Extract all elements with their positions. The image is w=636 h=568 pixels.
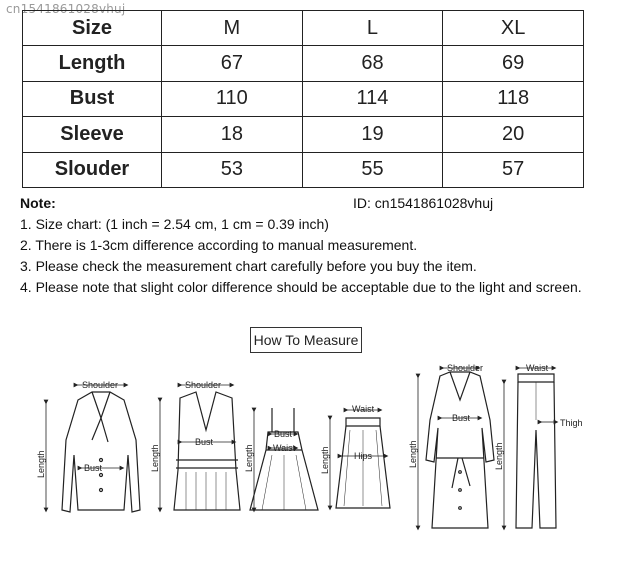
table-cell: 53 [162,152,303,187]
row-label-bust: Bust [23,81,162,116]
header-cell-m: M [162,11,303,46]
vneck-top-figure [160,385,240,510]
table-row [23,117,584,152]
header-cell-size: Size [23,11,162,46]
row-label-sleeve: Sleeve [23,117,162,152]
table-row [23,152,584,187]
header-cell-xl: XL [443,11,584,46]
table-cell: 114 [302,81,443,116]
table-cell: 18 [162,117,303,152]
label-bust: Bust [195,437,214,447]
label-bust: Bust [84,463,103,473]
label-length: Length [408,440,418,468]
table-cell: 57 [443,152,584,187]
table-cell: 69 [443,46,584,81]
how-to-measure-title: How To Measure [250,327,362,353]
note-item: 1. Size chart: (1 inch = 2.54 cm, 1 cm = 0.39 inch) [20,216,329,232]
label-shoulder: Shoulder [447,363,484,373]
label-waist: Waist [273,443,296,453]
table-cell: 68 [302,46,443,81]
label-waist: Waist [352,404,375,414]
label-length: Length [320,446,330,474]
watermark-text: cn1541861028vhuj [6,2,126,16]
table-cell: 19 [302,117,443,152]
label-shoulder: Shoulder [185,380,222,390]
label-length: Length [244,444,254,472]
trousers-figure [504,368,556,528]
label-shoulder: Shoulder [82,380,119,390]
table-cell: 118 [443,81,584,116]
size-chart-table [22,10,584,188]
table-cell: 55 [302,152,443,187]
note-item: 3. Please check the measurement chart carefully before you buy the item. [20,258,477,274]
row-label-length: Length [23,46,162,81]
table-header-row [23,11,584,46]
blouse-figure [46,385,140,512]
label-length: Length [494,442,504,470]
table-row [23,81,584,116]
note-item: 4. Please note that slight color difference should be acceptable due to the light and screen. [20,279,582,295]
table-cell: 110 [162,81,303,116]
note-title: Note: [20,195,56,211]
notes-list [20,214,582,298]
measurement-illustrations [0,360,636,560]
label-length: Length [150,444,160,472]
label-bust: Bust [274,429,293,439]
product-id: ID: cn1541861028vhuj [353,195,494,211]
header-cell-l: L [302,11,443,46]
label-bust: Bust [452,413,471,423]
label-thigh: Thigh [560,418,583,428]
table-row [23,46,584,81]
table-cell: 67 [162,46,303,81]
table-cell: 20 [443,117,584,152]
row-label-shoulder: Slouder [23,152,162,187]
note-item: 2. There is 1-3cm difference according to manual measurement. [20,237,418,253]
slip-dress-figure [250,408,318,510]
label-length: Length [36,450,46,478]
trench-coat-figure [418,368,494,528]
label-waist: Waist [526,363,549,373]
label-hips: Hips [354,451,373,461]
